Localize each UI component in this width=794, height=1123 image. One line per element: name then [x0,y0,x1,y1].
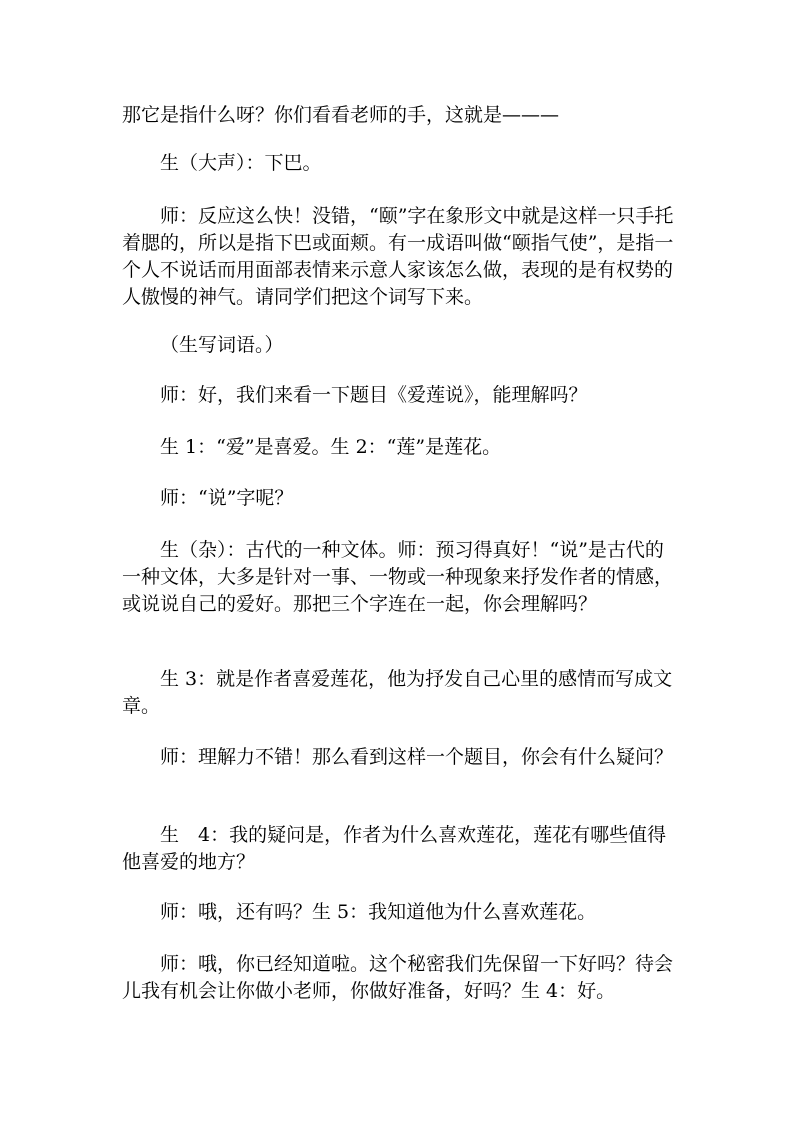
paragraph-1: 那它是指什么呀？你们看看老师的手，这就是——— [122,104,560,126]
paragraph-9: 生 3：就是作者喜爱莲花，他为抒发自己心里的感情而写成文章。 [122,668,673,717]
paragraph-11: 生 4：我的疑问是，作者为什么喜欢莲花，莲花有哪些值得他喜爱的地方？ [122,824,667,873]
paragraph-3: 师：反应这么快！没错，“颐”字在象形文中就是这样一只手托着腮的，所以是指下巴或面颊。有一成语叫做“颐指气使”，是指一个人不说话而用面部表情来示意人家该怎么做，表现的是有权势的人傲慢的神气。请同学们把这个词写下来。 [122,205,674,308]
paragraph-8: 生（杂）：古代的一种文体。师：预习得真好！“说”是古代的一种文体，大多是针对一事、一物或一种现象来抒发作者的情感，或说说自己的爱好。那把三个字连在一起，你会理解吗？ [122,539,674,615]
paragraph-10: 师：理解力不错！那么看到这样一个题目，你会有什么疑问？ [160,746,674,768]
paragraph-4: （生写词语。） [160,334,284,356]
paragraph-6: 生 1：“爱”是喜爱。生 2：“莲”是莲花。 [160,436,502,458]
paragraph-12: 师：哦，还有吗？生 5：我知道他为什么喜欢莲花。 [160,901,597,923]
paragraph-2: 生（大声）：下巴。 [160,152,322,174]
paragraph-13: 师：哦，你已经知道啦。这个秘密我们先保留一下好吗？待会儿我有机会让你做小老师，你做好准备，好吗？生 4：好。 [122,953,674,1002]
paragraph-7: 师：“说”字呢？ [160,487,294,509]
paragraph-5: 师：好，我们来看一下题目《爱莲说》，能理解吗？ [160,384,588,406]
